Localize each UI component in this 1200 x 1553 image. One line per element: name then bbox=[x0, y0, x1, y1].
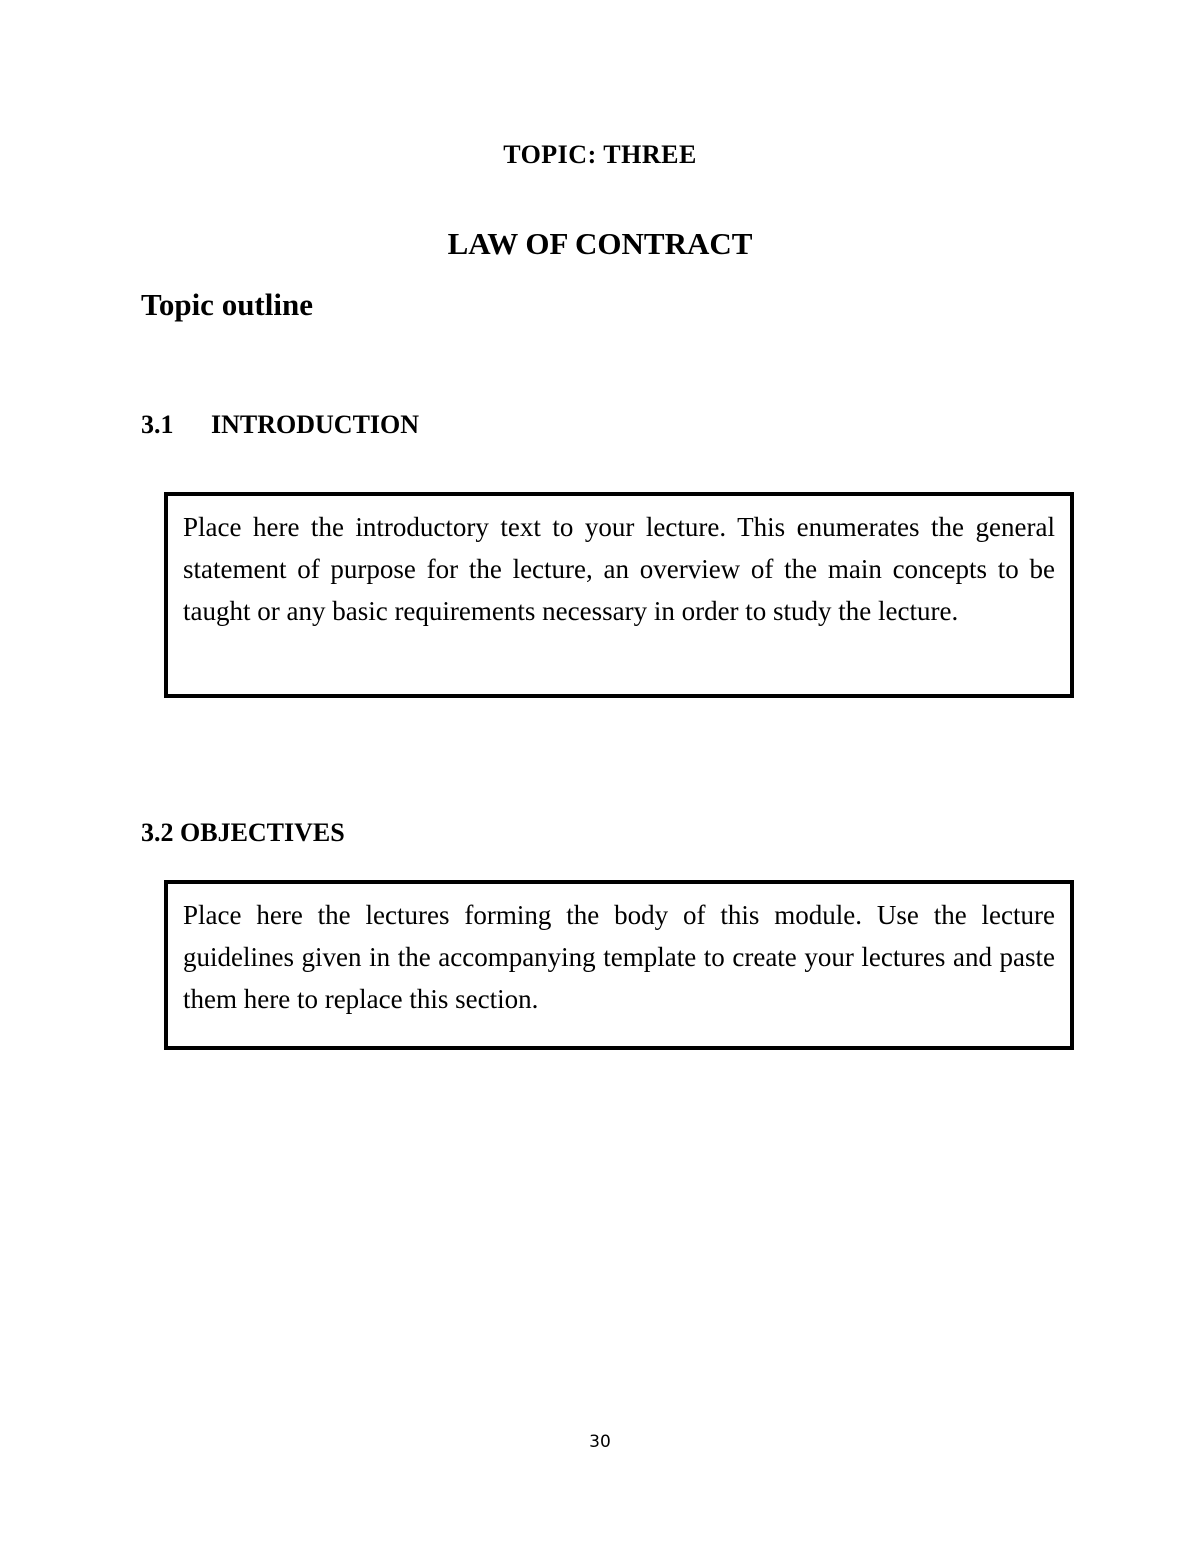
page-title: LAW OF CONTRACT bbox=[447, 226, 753, 261]
topic-label: TOPIC: THREE bbox=[503, 140, 697, 169]
section-heading-introduction bbox=[141, 410, 419, 440]
section-heading-objectives: 3.2 OBJECTIVES bbox=[141, 818, 345, 847]
page-number: 30 bbox=[589, 1432, 611, 1452]
objectives-text-box bbox=[164, 880, 1074, 1050]
objectives-text: Place here the lectures forming the body of this module. Use the lecture guidelines given in the accompanying template to create your lectures and paste them here to replace this section. bbox=[183, 900, 1055, 1014]
introduction-text-box bbox=[164, 492, 1074, 698]
section-title: INTRODUCTION bbox=[211, 410, 420, 439]
introduction-text: Place here the introductory text to your lecture. This enumerates the general statement of purpose for the lecture, an overview of the main concepts to be taught or any basic requirements necessary in order to study the lecture. bbox=[183, 512, 1055, 626]
section-number: 3.1 bbox=[141, 410, 174, 439]
topic-outline-heading: Topic outline bbox=[141, 287, 313, 322]
